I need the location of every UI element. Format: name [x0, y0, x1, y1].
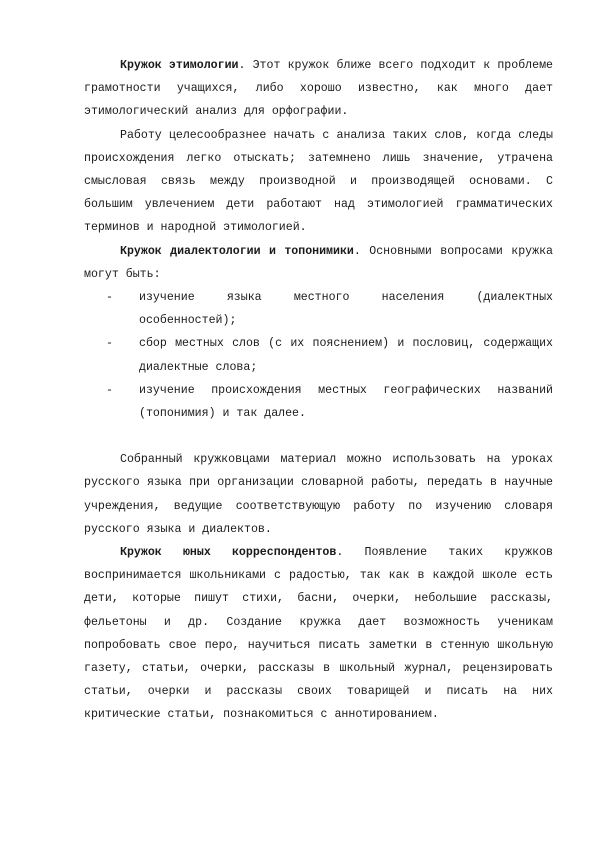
paragraph-text: Собранный кружковцами материал можно использовать на уроках русского языка при организации словарной работы, передать в научные учреждения, ведущие соответствующую работу по изучению словаря русского языка и диалектов.: [84, 453, 553, 536]
paragraph-young-correspondents: [84, 541, 553, 727]
paragraph-text: Работу целесообразнее начать с анализа таких слов, когда следы происхождения легко отыскать; затемнено лишь значение, утрачена смысловая связь между производной и производящей основами. С большим увлечением дети работают над этимологией грамматических терминов и народной этимологией.: [84, 128, 553, 235]
paragraph-etymology-work: [84, 124, 553, 240]
blank-line: [84, 425, 553, 448]
heading-dialectology-circle: Кружок диалектологии и топонимики: [120, 244, 354, 258]
document-page: [84, 54, 553, 727]
heading-etymology-circle: Кружок этимологии: [120, 59, 239, 72]
heading-young-correspondents: Кружок юных корреспондентов: [120, 546, 337, 560]
list-item: - изучение языка местного населения (диалектных особенностей);: [106, 286, 553, 332]
paragraph-dialectology-circle: [84, 240, 553, 286]
list-item: - сбор местных слов (с их пояснением) и пословиц, содержащих диалектные слова;: [106, 332, 553, 378]
paragraph-etymology-circle: [84, 54, 553, 124]
paragraph-text: . Появление таких кружков воспринимается школьниками с радостью, так как в каждой школе есть дети, которые пишут стихи, басни, очерки, небольшие рассказы, фельетоны и др. Создание кружка дает возможность ученикам попробовать свое перо, научиться писать заметки в стенную школьную газету, статьи, очерки, рассказы в школьный журнал, рецензировать статьи, очерки и рассказы своих товарищей и писать на них критические статьи, познакомиться с аннотированием.: [84, 546, 554, 722]
paragraph-text: . Этот кружок ближе всего подходит к проблеме грамотности учащихся, либо хорошо известно, как много дает этимологический анализ для орфографии.: [84, 59, 553, 119]
paragraph-text: . Основными вопросами кружка могут быть:: [84, 244, 553, 281]
dialectology-topics-list: [84, 286, 553, 425]
list-item: - изучение происхождения местных географических названий (топонимия) и так далее.: [106, 379, 553, 425]
paragraph-collected-material: [84, 448, 553, 541]
